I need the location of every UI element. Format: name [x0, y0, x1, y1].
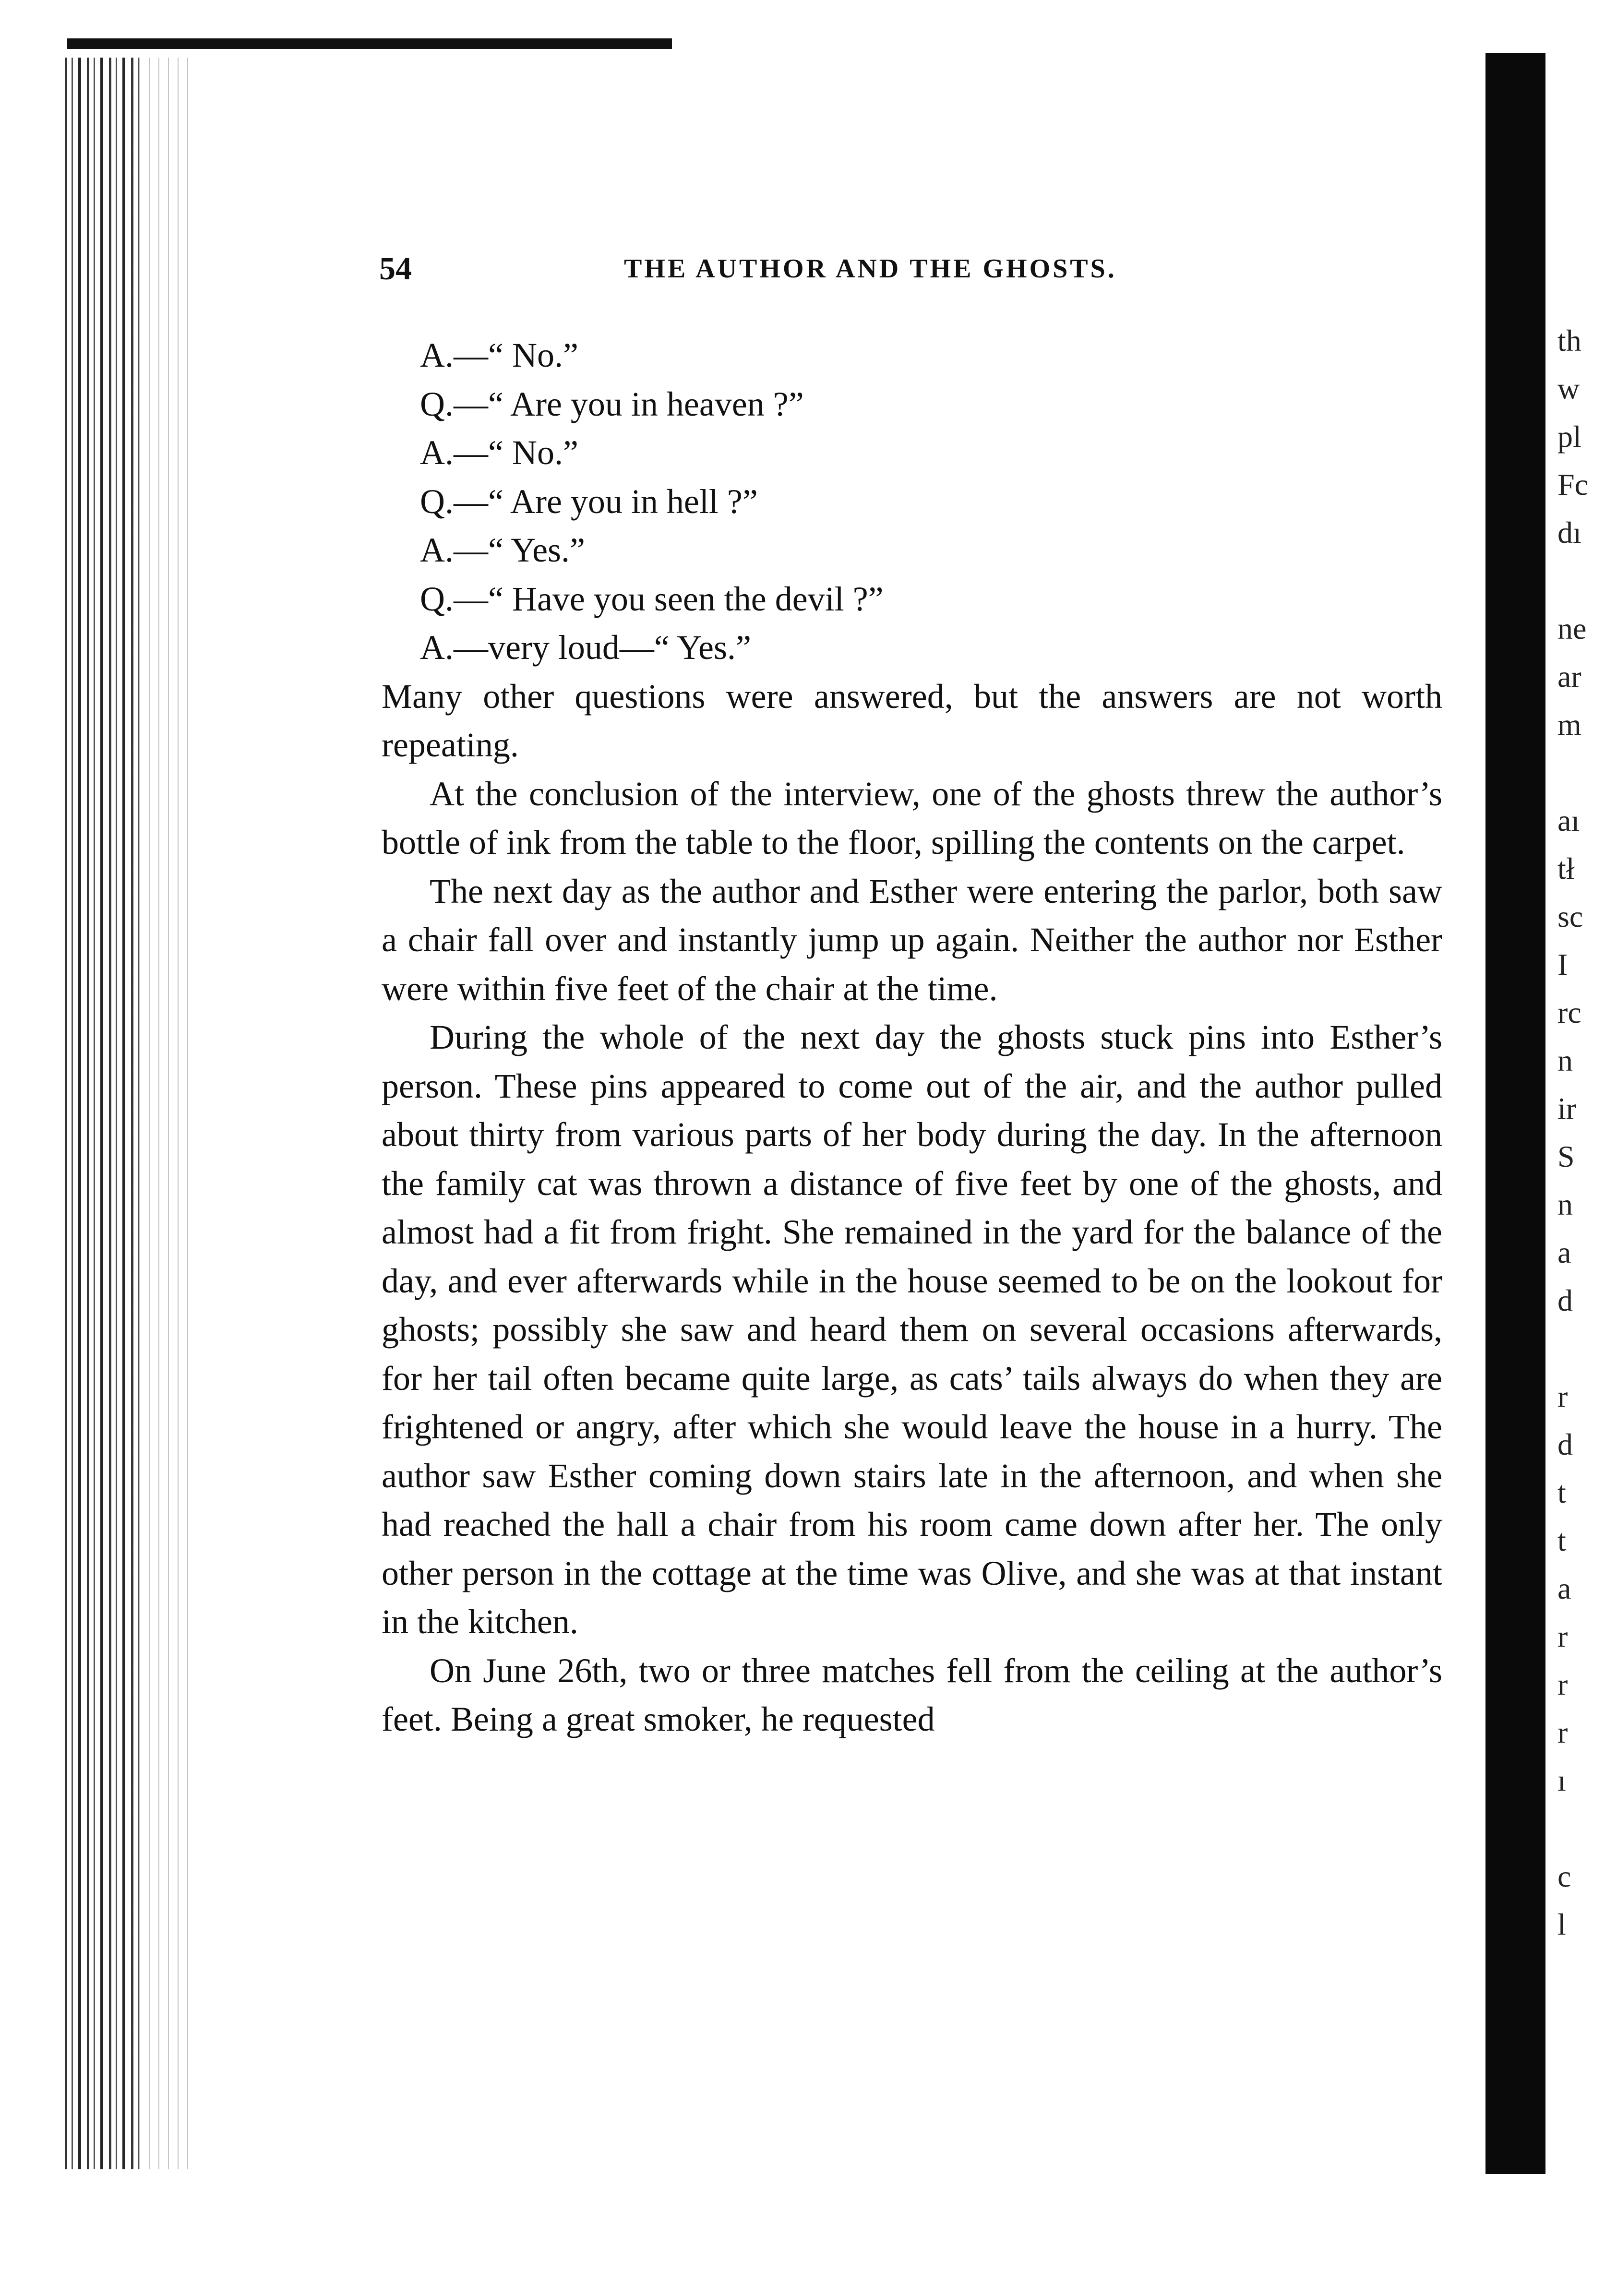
facing-page-fragment: r — [1557, 1715, 1568, 1749]
paragraph: On June 26th, two or three matches fell from the ceiling at the author’s feet. Being a great smoker, he requested — [382, 1651, 1442, 1738]
facing-page-fragment — [1557, 1325, 1605, 1373]
facing-page-fragment: n — [1557, 1043, 1573, 1077]
paragraph: At the conclusion of the interview, one of the ghosts threw the author’s bottle of ink from the table to the floor, spilling the contents on the carpet. — [382, 774, 1442, 861]
scan-top-rule — [67, 38, 672, 49]
facing-page-fragment: ar — [1557, 659, 1581, 694]
facing-page-fragment: d — [1557, 1283, 1573, 1317]
facing-page-fragment: Fc — [1557, 467, 1588, 502]
facing-page-fragment: th — [1557, 323, 1581, 358]
facing-page-fragment: r — [1557, 1379, 1568, 1413]
facing-page-fragment: tł — [1557, 851, 1575, 885]
facing-page-fragment — [1557, 1805, 1605, 1853]
running-head — [0, 250, 1488, 298]
paragraph: The next day as the author and Esther were entering the parlor, both saw a chair fall over and instantly jump up again. Neither the author nor Esther were within five feet of the chair at the time. — [382, 872, 1442, 1008]
facing-page-fragment: t — [1557, 1523, 1566, 1557]
facing-page-fragment: dı — [1557, 515, 1581, 550]
facing-page-fragment: pl — [1557, 419, 1581, 454]
qa-line: Q.—“ Have you seen the devil ?” — [420, 579, 884, 618]
scan-binding-fade — [139, 58, 197, 2169]
facing-page-fragments — [1557, 317, 1605, 1949]
scan-page-edge — [1485, 53, 1545, 2174]
facing-page-fragment: rc — [1557, 995, 1581, 1029]
facing-page-fragment: ne — [1557, 611, 1587, 646]
qa-line: A.—very loud—“ Yes.” — [420, 628, 751, 667]
facing-page-fragment: d — [1557, 1427, 1573, 1461]
facing-page-fragment: w — [1557, 371, 1580, 406]
facing-page-fragment: c — [1557, 1859, 1571, 1893]
facing-page-fragment: r — [1557, 1667, 1568, 1701]
qa-line: A.—“ No.” — [420, 433, 578, 472]
body-text — [382, 331, 1442, 1744]
facing-page-fragment: m — [1557, 707, 1581, 741]
page-number: 54 — [379, 250, 412, 287]
facing-page-fragment: sc — [1557, 899, 1583, 933]
qa-line: Q.—“ Are you in heaven ?” — [420, 384, 804, 423]
facing-page-fragment: aı — [1557, 803, 1580, 837]
facing-page-fragment: ı — [1557, 1763, 1566, 1797]
qa-line: Q.—“ Are you in hell ?” — [420, 482, 758, 521]
paragraph: Many other questions were answered, but the answers are not worth repeating. — [382, 677, 1442, 764]
facing-page-fragment: t — [1557, 1475, 1566, 1509]
running-title: THE AUTHOR AND THE GHOSTS. — [624, 254, 1117, 284]
facing-page-fragment: I — [1557, 947, 1568, 981]
facing-page-fragment: l — [1557, 1907, 1566, 1941]
facing-page-fragment: n — [1557, 1187, 1573, 1221]
facing-page-fragment: r — [1557, 1619, 1568, 1653]
facing-page-fragment: ir — [1557, 1091, 1577, 1125]
facing-page-fragment — [1557, 557, 1605, 605]
facing-page-fragment: a — [1557, 1571, 1571, 1605]
paragraph: During the whole of the next day the ghosts stuck pins into Esther’s person. These pins appeared to come out of the air, and the author pulled about thirty from various parts of her body during the day. In the afternoon the family cat was thrown a distance of five feet by one of the ghosts, and almost had a fit from fright. She remained in the yard for the balance of the day, and ever afterwards while in the house seemed to be on the lookout for ghosts; possibly she saw and heard them on several occasions afterwards, for her tail often became quite large, as cats’ tails always do when they are frightened or angry, after which she would leave the house in a hurry. The author saw Esther coming down stairs late in the afternoon, and when she had reached the hall a chair from his room came down after her. The only other person in the cottage at the time was Olive, and she was at that instant in the kitchen. — [382, 1018, 1442, 1641]
qa-line: A.—“ Yes.” — [420, 531, 586, 569]
facing-page-fragment: a — [1557, 1235, 1571, 1269]
scan-binding-shadow — [65, 58, 142, 2169]
qa-line: A.—“ No.” — [420, 336, 578, 374]
facing-page-fragment — [1557, 749, 1605, 797]
facing-page-fragment: S — [1557, 1139, 1575, 1173]
